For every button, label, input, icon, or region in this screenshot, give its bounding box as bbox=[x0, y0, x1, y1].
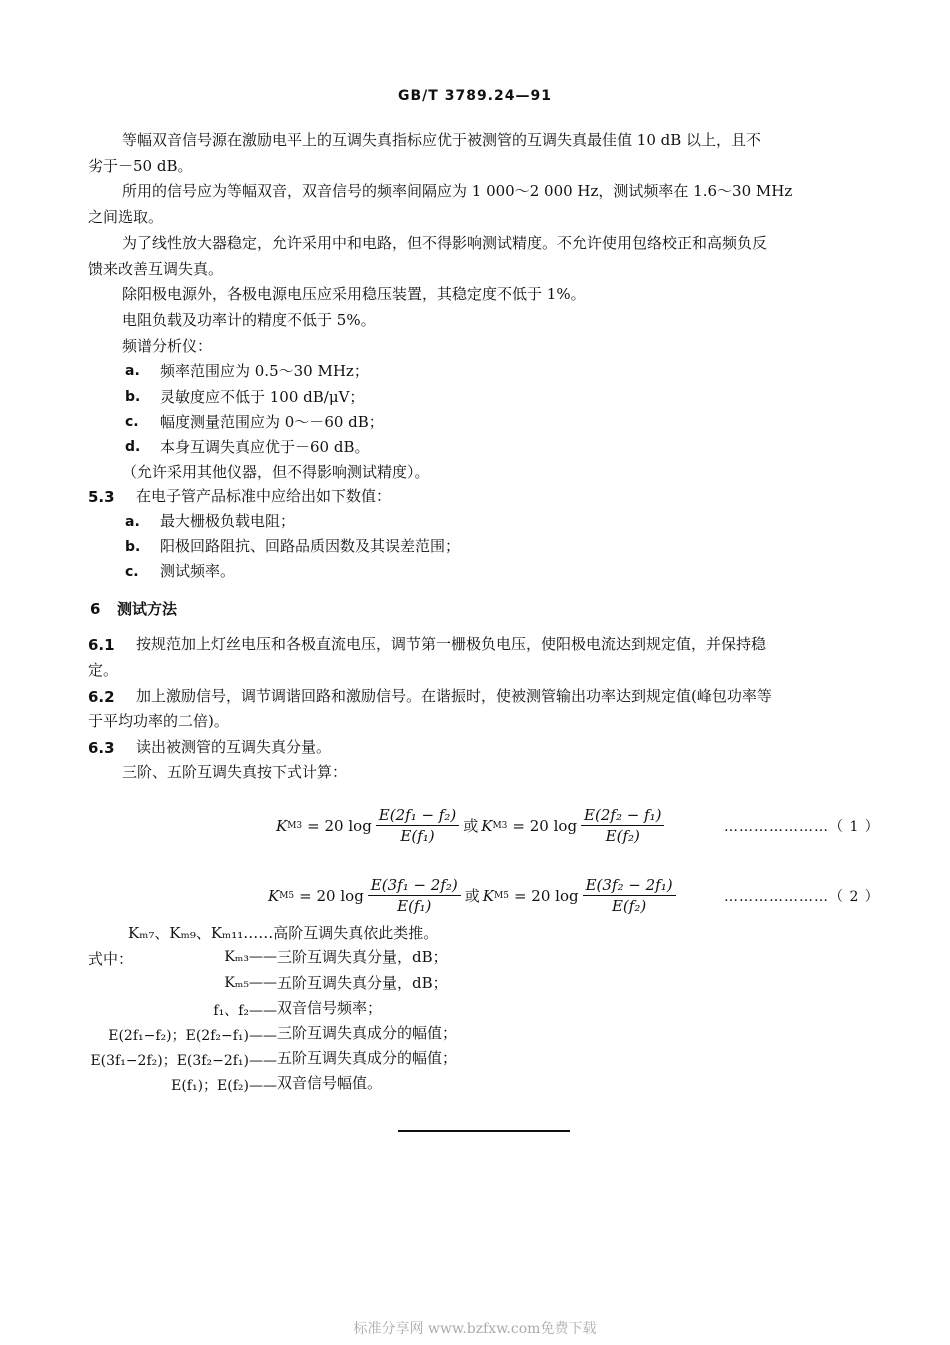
eq-operator: = 20 log bbox=[513, 886, 579, 905]
where-description: 双音信号频率； bbox=[277, 999, 383, 1017]
paragraph-stability-line1: 为了线性放大器稳定，允许采用中和电路，但不得影响测试精度。不允许使用包络校正和高频负反 bbox=[122, 234, 768, 252]
eq-subscript: M5 bbox=[494, 890, 509, 901]
where-symbol: E(f₁)；E(f₂)—— bbox=[171, 1078, 277, 1094]
where-symbol: Kₘ₃—— bbox=[224, 949, 277, 965]
paragraph-stability-line2: 馈来改善互调失真。 bbox=[88, 260, 224, 278]
where-symbol: E(3f₁−2f₂)；E(3f₂−2f₁)—— bbox=[90, 1053, 277, 1069]
footer-watermark: 标准分享网 www.bzfxw.com免费下载 bbox=[353, 1321, 597, 1337]
where-label: 式中： bbox=[88, 950, 134, 968]
eq-symbol: K bbox=[482, 886, 495, 905]
paragraph-power-supply: 除阳极电源外，各极电源电压应采用稳压装置，其稳定度不低于 1%。 bbox=[122, 285, 586, 303]
equation-1 bbox=[276, 806, 668, 845]
clause-number: 6.1 bbox=[88, 636, 115, 654]
eq-denominator: E(f₂) bbox=[605, 827, 640, 845]
eq-numerator: E(2f₁ − f₂) bbox=[376, 806, 459, 826]
list-item-text: 阳极回路阻抗、回路品质因数及其误差范围； bbox=[160, 537, 461, 555]
paragraph-signal-spacing-line2: 之间选取。 bbox=[88, 208, 164, 226]
equation-2 bbox=[268, 876, 680, 915]
eq-numerator: E(3f₁ − 2f₂) bbox=[368, 876, 461, 896]
list-item-text: 最大栅极负载电阻； bbox=[160, 512, 296, 530]
eq-subscript: M3 bbox=[492, 820, 508, 831]
paragraph-signal-source-line2: 劣于－50 dB。 bbox=[88, 157, 193, 175]
section-number: 6 bbox=[90, 600, 101, 618]
list-item-text: 测试频率。 bbox=[160, 562, 236, 580]
end-rule bbox=[398, 1130, 570, 1132]
paragraph-higher-order: Kₘ₇、Kₘ₉、Kₘ₁₁……高阶互调失真依此类推。 bbox=[128, 924, 439, 942]
eq-fraction bbox=[581, 806, 664, 845]
clause-text: 在电子管产品标准中应给出如下数值： bbox=[136, 487, 392, 505]
eq-operator: = 20 log bbox=[512, 816, 578, 835]
where-description: 双音信号幅值。 bbox=[277, 1074, 383, 1092]
list-item-text: 幅度测量范围应为 0～－60 dB； bbox=[160, 413, 384, 431]
list-item-label: c. bbox=[125, 414, 139, 430]
eq-symbol: K bbox=[481, 816, 493, 835]
eq-or: 或 bbox=[463, 817, 479, 835]
clause-text: 定。 bbox=[88, 661, 119, 679]
clause-text: 按规范加上灯丝电压和各极直流电压，调节第一栅极负电压，使阳极电流达到规定值，并保持稳 bbox=[136, 635, 767, 653]
list-item-label: c. bbox=[125, 564, 139, 580]
eq-or: 或 bbox=[464, 887, 480, 905]
where-description: 五阶互调失真分量，dB； bbox=[277, 974, 448, 992]
where-symbol: f₁、f₂—— bbox=[213, 1003, 277, 1019]
list-item-text: 灵敏度应不低于 100 dB/μV； bbox=[160, 388, 365, 406]
eq-fraction bbox=[376, 806, 459, 845]
eq-denominator: E(f₁) bbox=[400, 827, 435, 845]
clause-text: 加上激励信号，调节调谐回路和激励信号。在谐振时，使被测管输出功率达到规定值(峰包功率等 bbox=[136, 687, 772, 705]
eq-subscript: M3 bbox=[287, 820, 303, 831]
eq-symbol: K bbox=[276, 816, 288, 835]
equation-number: …………………（ 2 ） bbox=[724, 889, 880, 905]
eq-numerator: E(3f₂ − 2f₁) bbox=[583, 876, 676, 896]
clause-number: 6.3 bbox=[88, 739, 115, 757]
list-item-label: d. bbox=[125, 439, 141, 455]
where-description: 三阶互调失真分量，dB； bbox=[277, 948, 448, 966]
where-description: 五阶互调失真成分的幅值； bbox=[277, 1049, 458, 1067]
page-header: GB/T 3789.24—91 bbox=[398, 88, 552, 104]
list-item-text: 频率范围应为 0.5～30 MHz； bbox=[160, 362, 369, 380]
eq-denominator: E(f₂) bbox=[611, 897, 647, 915]
paragraph-signal-source-line1: 等幅双音信号源在激励电平上的互调失真指标应优于被测管的互调失真最佳值 10 dB 以上，且不 bbox=[122, 131, 762, 149]
list-item-label: a. bbox=[125, 514, 140, 530]
list-item-label: b. bbox=[125, 389, 141, 405]
eq-symbol: K bbox=[268, 886, 280, 905]
eq-fraction bbox=[583, 876, 676, 915]
clause-text: 三阶、五阶互调失真按下式计算： bbox=[122, 763, 348, 781]
eq-subscript: M5 bbox=[279, 890, 295, 901]
eq-operator: = 20 log bbox=[307, 816, 372, 835]
list-item-label: a. bbox=[125, 363, 140, 379]
equation-number: …………………（ 1 ） bbox=[724, 819, 880, 835]
section-title: 测试方法 bbox=[117, 600, 178, 618]
where-symbol: E(2f₁−f₂)；E(2f₂−f₁)—— bbox=[108, 1028, 277, 1044]
paragraph-spectrum-analyzer: 频谱分析仪： bbox=[122, 337, 213, 355]
eq-fraction bbox=[368, 876, 461, 915]
clause-number: 5.3 bbox=[88, 488, 115, 506]
paragraph-note: （允许采用其他仪器，但不得影响测试精度）。 bbox=[122, 463, 430, 481]
where-description: 三阶互调失真成分的幅值； bbox=[277, 1024, 458, 1042]
list-item-text: 本身互调失真应优于－60 dB。 bbox=[160, 438, 370, 456]
where-symbol: Kₘ₅—— bbox=[224, 975, 277, 991]
paragraph-signal-spacing-line1: 所用的信号应为等幅双音，双音信号的频率间隔应为 1 000～2 000 Hz，测试频率在 1.6～30 MHz bbox=[122, 182, 793, 200]
eq-numerator: E(2f₂ − f₁) bbox=[581, 806, 664, 826]
clause-number: 6.2 bbox=[88, 688, 115, 706]
list-item-label: b. bbox=[125, 539, 141, 555]
clause-text: 于平均功率的二倍)。 bbox=[88, 712, 229, 730]
paragraph-resistor-load: 电阻负载及功率计的精度不低于 5%。 bbox=[122, 311, 376, 329]
eq-operator: = 20 log bbox=[299, 886, 364, 905]
eq-denominator: E(f₁) bbox=[397, 897, 432, 915]
clause-text: 读出被测管的互调失真分量。 bbox=[136, 738, 332, 756]
